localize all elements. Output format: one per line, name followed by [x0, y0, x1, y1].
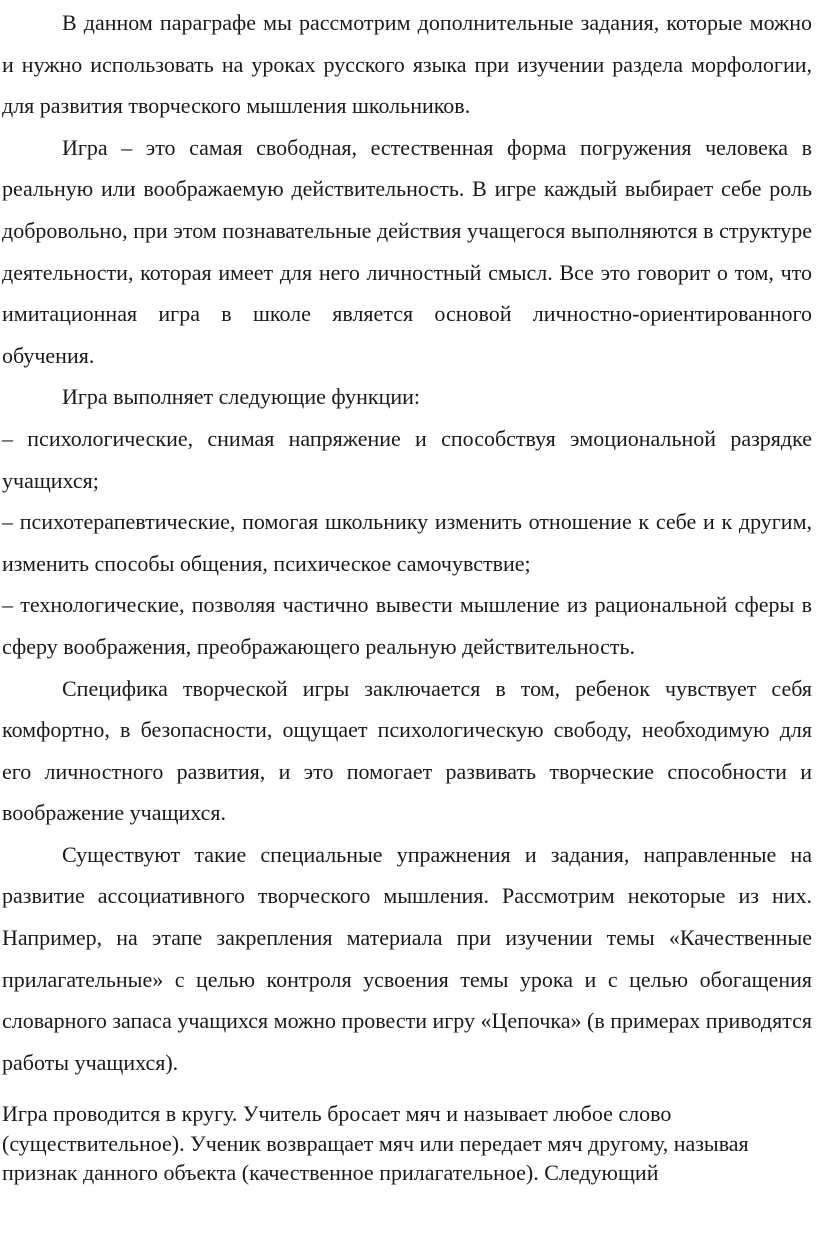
paragraph-creative-game: Специфика творческой игры заключается в том, ребенок чувствует себя комфортно, в безопасности, ощущает психологическую свободу, необходимую для его личностного развития, и это помогает развивать творческие способности и воображение учащихся.: [2, 675, 812, 826]
paragraph-intro: В данном параграфе мы рассмотрим дополнительные задания, которые можно и нужно использовать на уроках русского языка при изучении раздела морфологии, для развития творческого мышления школьников.: [2, 10, 812, 119]
main-text-block: [0, 2, 816, 1083]
paragraph-functions-heading: Игра выполняет следующие функции:: [62, 384, 421, 410]
list-item-psychological: – психологические, снимая напряжение и способствуя эмоциональной разрядке учащихся;: [2, 425, 812, 493]
paragraph-game-definition: Игра – это самая свободная, естественная форма погружения человека в реальную или воображаемую действительность. В игре каждый выбирает себе роль добровольно, при этом познавательные действия учащегося выполняются в структуре деятельности, которая имеет для него личностный смысл. Все это говорит о том, что имитационная игра в школе является основой личностно-ориентированного обучения.: [2, 134, 812, 368]
paragraph-game-rules: Игра проводится в кругу. Учитель бросает мяч и называет любое слово (существительное). Ученик возвращает мяч или передает мяч другому, называя признак данного объекта (качественное прилагательное). Следующий: [2, 1101, 749, 1185]
list-item-psychotherapeutic: – психотерапевтические, помогая школьнику изменить отношение к себе и к другим, изменить способы общения, психическое самочувствие;: [2, 509, 812, 576]
list-item-technological: – технологические, позволяя частично вывести мышление из рациональной сферы в сферу воображения, преображающего реальную действительность.: [2, 592, 812, 659]
paragraph-special-exercises: Существуют такие специальные упражнения и задания, направленные на развитие ассоциативного творческого мышления. Рассмотрим некоторые из них. Например, на этапе закрепления материала при изучении темы «Качественные прилагательные» с целью контроля усвоения темы урока и с целью обогащения словарного запаса учащихся можно провести игру «Цепочка» (в примерах приводятся работы учащихся).: [2, 841, 812, 1075]
